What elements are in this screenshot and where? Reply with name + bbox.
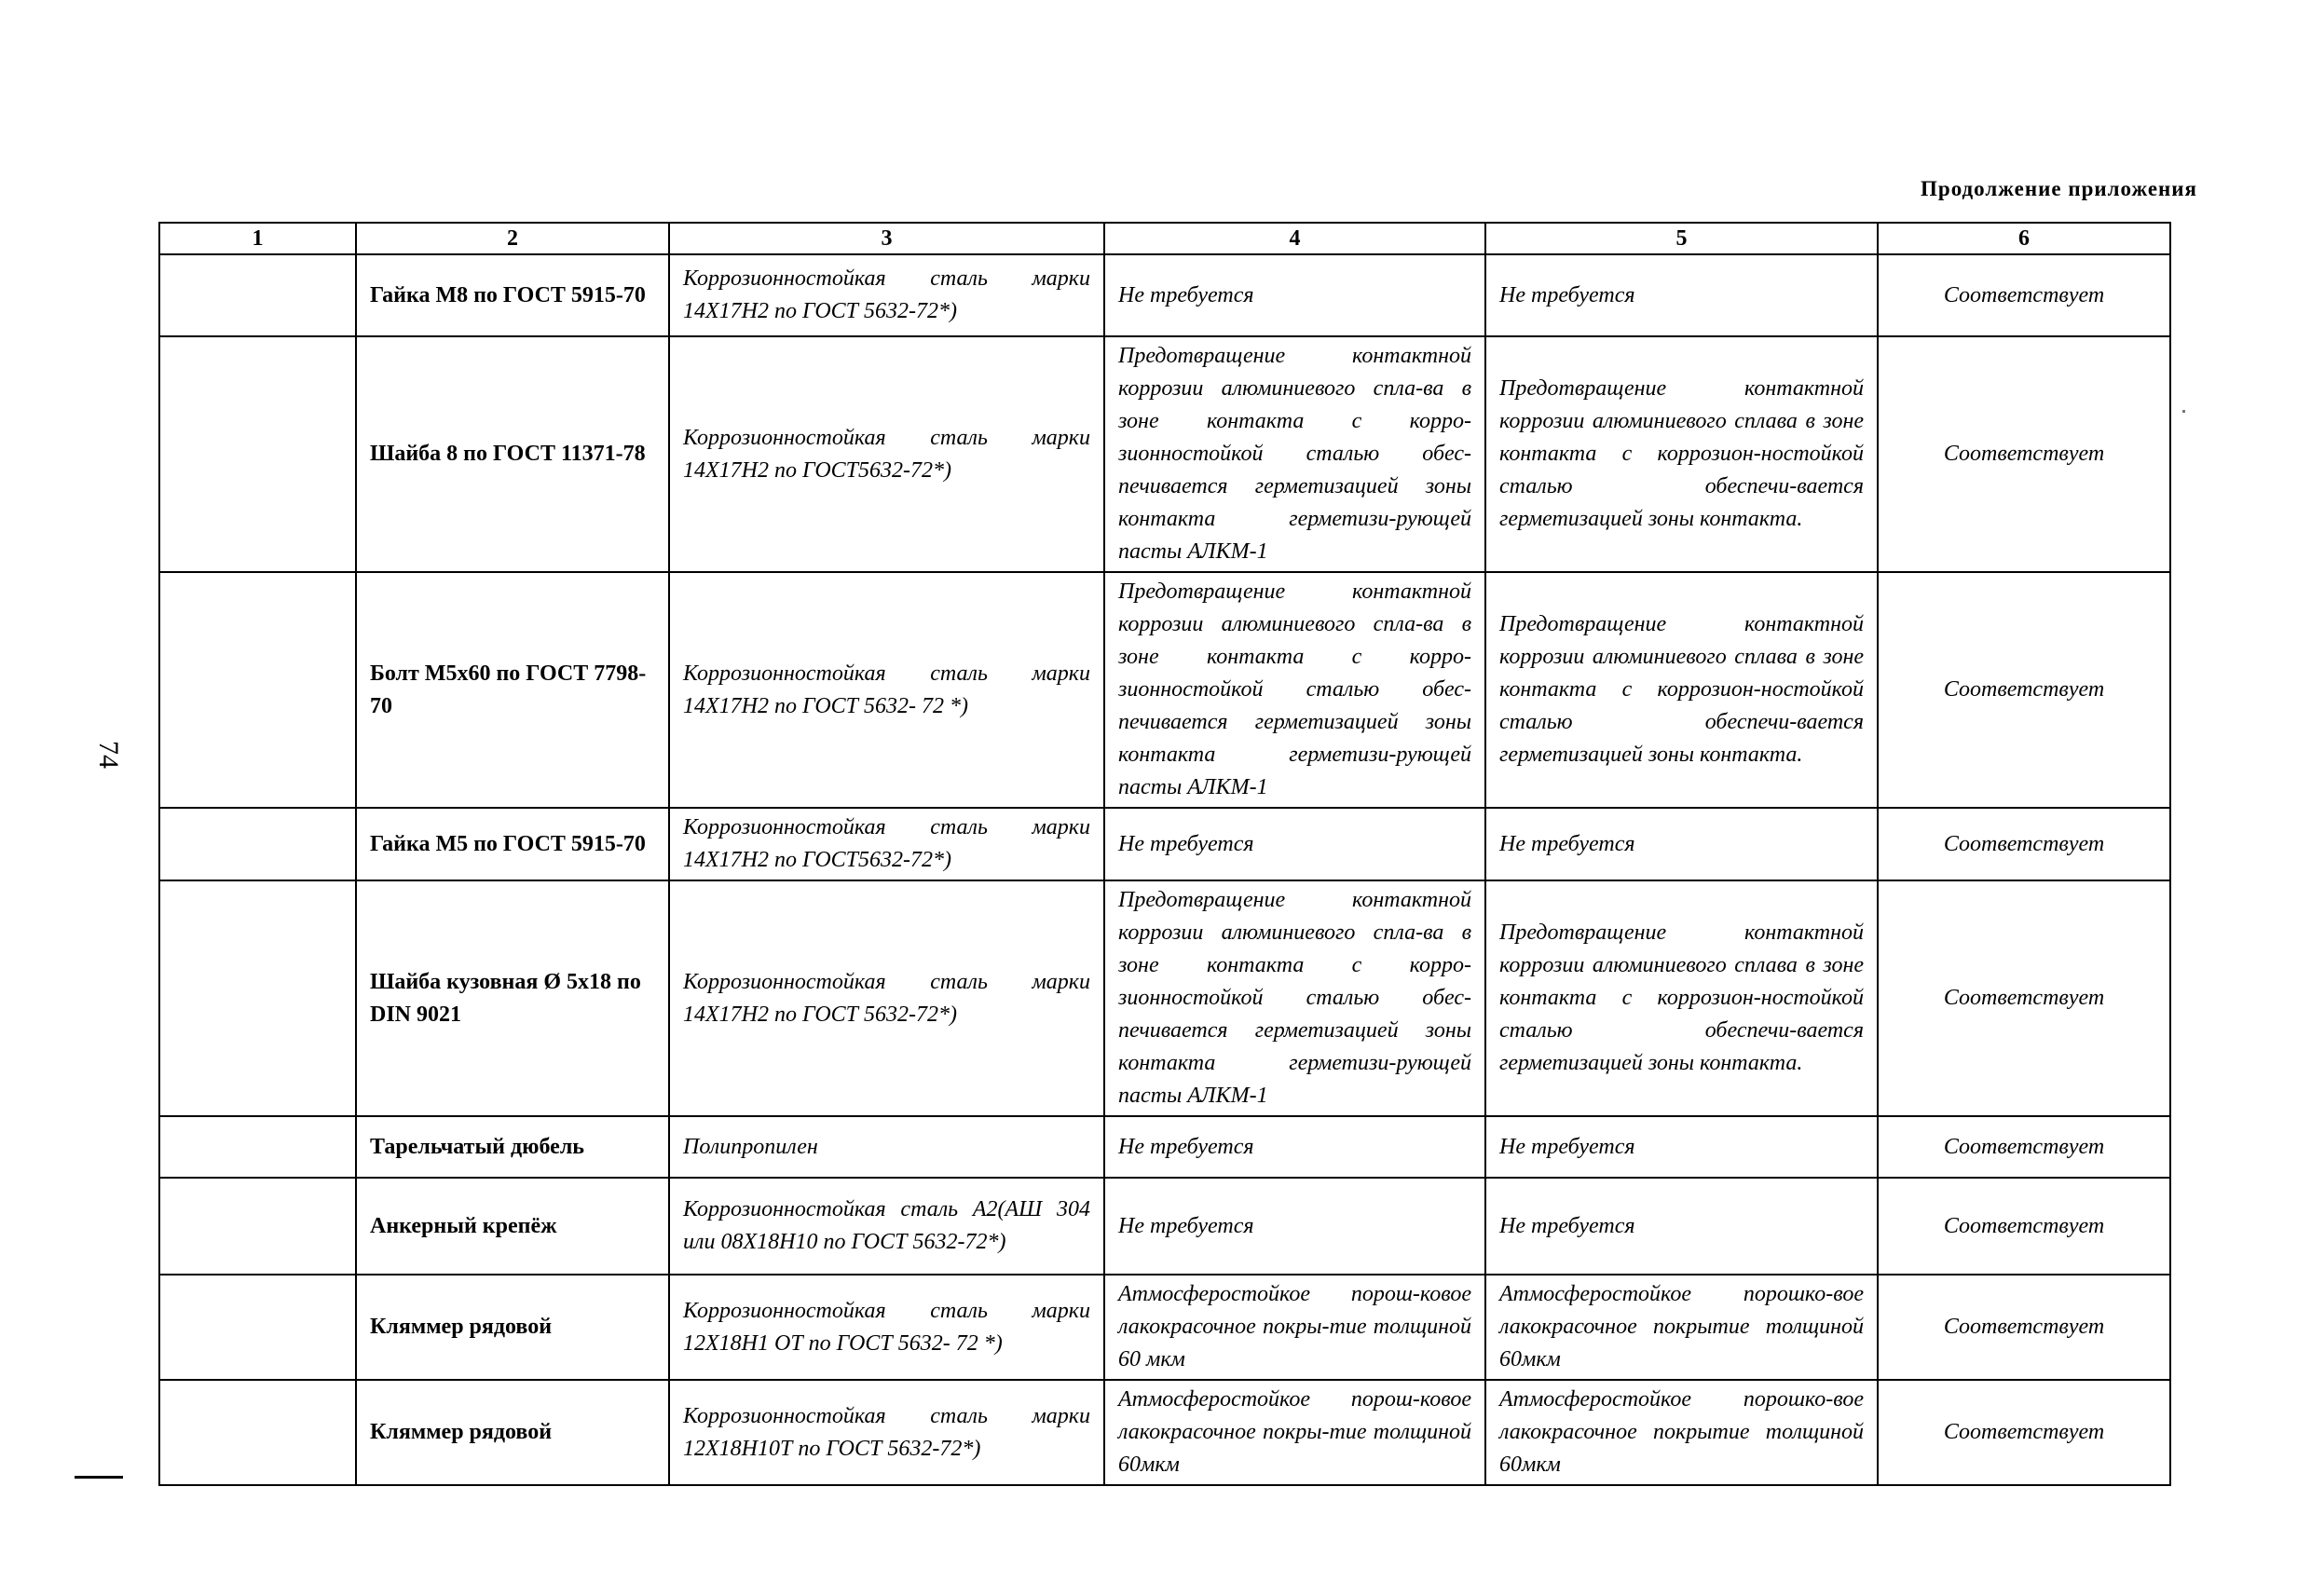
cell-material: Коррозионностойкая сталь марки 14Х17Н2 по ГОСТ5632-72*) xyxy=(669,336,1104,572)
column-header: 6 xyxy=(1878,223,2170,254)
cell-item: Гайка М8 по ГОСТ 5915-70 xyxy=(356,254,669,336)
cell-protection-actual: Не требуется xyxy=(1485,254,1878,336)
column-header: 5 xyxy=(1485,223,1878,254)
cell-index xyxy=(159,1380,356,1485)
column-header: 4 xyxy=(1104,223,1485,254)
cell-item: Кляммер рядовой xyxy=(356,1275,669,1380)
table-row xyxy=(159,1178,2170,1275)
cell-protection: Не требуется xyxy=(1104,1116,1485,1178)
cell-conformity: Соответствует xyxy=(1878,1275,2170,1380)
cell-conformity: Соответствует xyxy=(1878,254,2170,336)
cell-item: Тарельчатый дюбель xyxy=(356,1116,669,1178)
cell-conformity: Соответствует xyxy=(1878,572,2170,808)
cell-conformity: Соответствует xyxy=(1878,1178,2170,1275)
cell-protection: Предотвращение контактной коррозии алюминиевого спла-ва в зоне контакта с корро-зионностойкой сталью обес-печивается герметизацией зоны контакта герметизи-рующей пасты АЛКМ-1 xyxy=(1104,880,1485,1116)
cell-item: Шайба кузовная Ø 5х18 по DIN 9021 xyxy=(356,880,669,1116)
table-row xyxy=(159,254,2170,336)
bottom-rule xyxy=(75,1476,123,1479)
table-row xyxy=(159,880,2170,1116)
table-row xyxy=(159,572,2170,808)
cell-protection: Не требуется xyxy=(1104,1178,1485,1275)
cell-item: Шайба 8 по ГОСТ 11371-78 xyxy=(356,336,669,572)
column-header: 1 xyxy=(159,223,356,254)
cell-index xyxy=(159,1275,356,1380)
cell-material: Коррозионностойкая сталь марки 14Х17Н2 по ГОСТ5632-72*) xyxy=(669,808,1104,880)
cell-index xyxy=(159,254,356,336)
cell-protection: Не требуется xyxy=(1104,254,1485,336)
cell-item: Кляммер рядовой xyxy=(356,1380,669,1485)
spec-table xyxy=(158,222,2171,1486)
cell-protection-actual: Предотвращение контактной коррозии алюминиевого сплава в зоне контакта с коррозион-ностойкой сталью обеспечи-вается герметизацией зоны контакта. xyxy=(1485,336,1878,572)
cell-index xyxy=(159,880,356,1116)
cell-index xyxy=(159,572,356,808)
cell-conformity: Соответствует xyxy=(1878,336,2170,572)
cell-material: Коррозионностойкая сталь А2(АШ 304 или 08Х18Н10 по ГОСТ 5632-72*) xyxy=(669,1178,1104,1275)
cell-index xyxy=(159,336,356,572)
table-row xyxy=(159,1275,2170,1380)
cell-material: Полипропилен xyxy=(669,1116,1104,1178)
cell-material: Коррозионностойкая сталь марки 14Х17Н2 по ГОСТ 5632-72*) xyxy=(669,880,1104,1116)
cell-protection: Атмосферостойкое порош-ковое лакокрасочное покры-тие толщиной 60 мкм xyxy=(1104,1275,1485,1380)
cell-protection: Атмосферостойкое порош-ковое лакокрасочное покры-тие толщиной 60мкм xyxy=(1104,1380,1485,1485)
continuation-heading: Продолжение приложения xyxy=(1921,177,2197,200)
table-row xyxy=(159,808,2170,880)
cell-conformity: Соответствует xyxy=(1878,1116,2170,1178)
cell-conformity: Соответствует xyxy=(1878,880,2170,1116)
cell-protection: Предотвращение контактной коррозии алюминиевого спла-ва в зоне контакта с корро-зионностойкой сталью обес-печивается герметизацией зоны контакта герметизи-рующей пасты АЛКМ-1 xyxy=(1104,336,1485,572)
cell-material: Коррозионностойкая сталь марки 14Х17Н2 по ГОСТ 5632-72*) xyxy=(669,254,1104,336)
column-number-row xyxy=(159,223,2170,254)
cell-protection-actual: Не требуется xyxy=(1485,1178,1878,1275)
scan-speck xyxy=(2182,410,2185,413)
cell-item: Анкерный крепёж xyxy=(356,1178,669,1275)
column-header: 2 xyxy=(356,223,669,254)
cell-conformity: Соответствует xyxy=(1878,1380,2170,1485)
column-header: 3 xyxy=(669,223,1104,254)
cell-protection-actual: Атмосферостойкое порошко-вое лакокрасочное покрытие толщиной 60мкм xyxy=(1485,1380,1878,1485)
cell-index xyxy=(159,1116,356,1178)
cell-item: Гайка М5 по ГОСТ 5915-70 xyxy=(356,808,669,880)
page-number: 74 xyxy=(93,741,124,769)
table-row xyxy=(159,1116,2170,1178)
cell-conformity: Соответствует xyxy=(1878,808,2170,880)
cell-material: Коррозионностойкая сталь марки 12Х18Н10Т по ГОСТ 5632-72*) xyxy=(669,1380,1104,1485)
cell-protection-actual: Не требуется xyxy=(1485,808,1878,880)
cell-protection-actual: Предотвращение контактной коррозии алюминиевого сплава в зоне контакта с коррозион-ностойкой сталью обеспечи-вается герметизацией зоны контакта. xyxy=(1485,880,1878,1116)
table-row xyxy=(159,1380,2170,1485)
cell-index xyxy=(159,808,356,880)
cell-material: Коррозионностойкая сталь марки 14Х17Н2 по ГОСТ 5632- 72 *) xyxy=(669,572,1104,808)
cell-protection: Предотвращение контактной коррозии алюминиевого спла-ва в зоне контакта с корро-зионностойкой сталью обес-печивается герметизацией зоны контакта герметизи-рующей пасты АЛКМ-1 xyxy=(1104,572,1485,808)
cell-material: Коррозионностойкая сталь марки 12Х18Н1 ОТ по ГОСТ 5632- 72 *) xyxy=(669,1275,1104,1380)
cell-protection-actual: Не требуется xyxy=(1485,1116,1878,1178)
cell-index xyxy=(159,1178,356,1275)
cell-protection-actual: Предотвращение контактной коррозии алюминиевого сплава в зоне контакта с коррозион-ностойкой сталью обеспечи-вается герметизацией зоны контакта. xyxy=(1485,572,1878,808)
cell-protection: Не требуется xyxy=(1104,808,1485,880)
cell-item: Болт М5х60 по ГОСТ 7798-70 xyxy=(356,572,669,808)
table-row xyxy=(159,336,2170,572)
cell-protection-actual: Атмосферостойкое порошко-вое лакокрасочное покрытие толщиной 60мкм xyxy=(1485,1275,1878,1380)
